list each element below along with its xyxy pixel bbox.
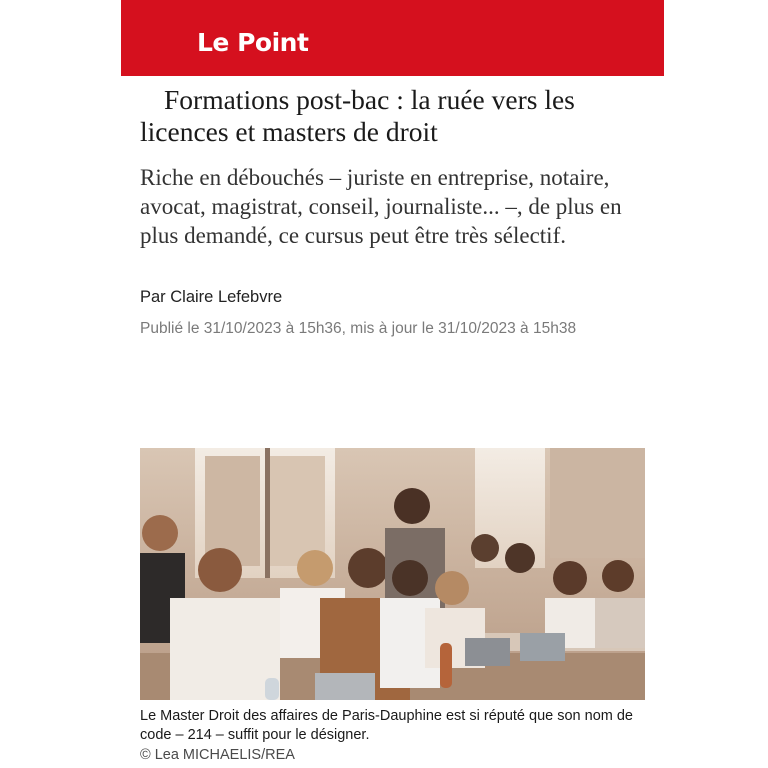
publication-date: Publié le 31/10/2023 à 15h36, mis à jour le 31/10/2023 à 15h38 [140, 320, 577, 337]
article-author[interactable]: Par Claire Lefebvre [140, 288, 283, 306]
photo-caption: Le Master Droit des affaires de Paris-Dauphine est si réputé que son nom de code – 214 – suffit pour le désigner. [140, 708, 633, 743]
site-header [121, 0, 664, 76]
le-point-logo[interactable]: Le Point [197, 28, 309, 57]
photo-credit: © Lea MICHAELIS/REA [140, 747, 295, 763]
article-subtitle: Riche en débouchés – juriste en entreprise, notaire, avocat, magistrat, conseil, journaliste... –, de plus en plus demandé, ce cursus peut être très sélectif. [140, 165, 622, 248]
article-photo[interactable] [140, 448, 645, 700]
article-title: Formations post-bac : la ruée vers les licences et masters de droit [140, 84, 575, 147]
